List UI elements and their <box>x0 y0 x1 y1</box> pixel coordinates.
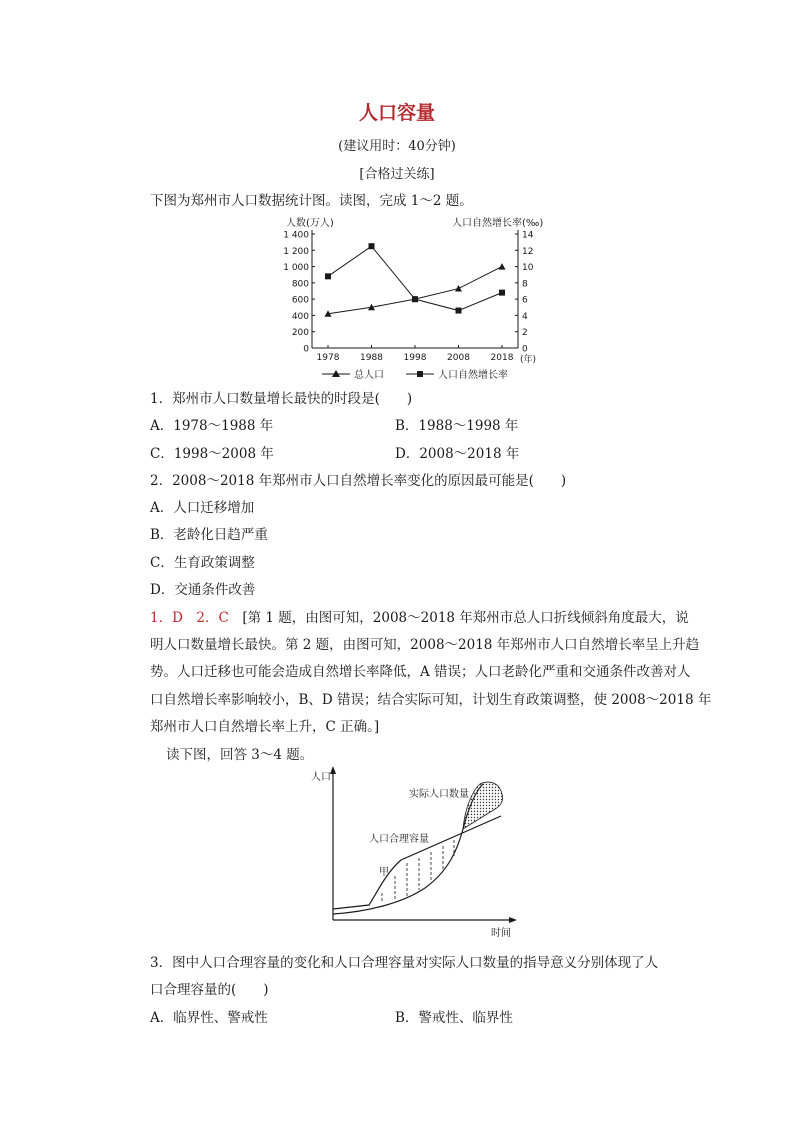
right-tick-label: 0 <box>522 344 528 355</box>
series-line-total-population <box>328 267 502 314</box>
left-tick-label: 400 <box>291 311 309 322</box>
question-2-option-d: D．交通条件改善 <box>150 582 256 598</box>
left-tick-label: 200 <box>291 328 309 339</box>
x-tick-label: 1978 <box>316 353 340 363</box>
intro-question-1-2: 下图为郑州市人口数据统计图。读图，完成 1～2 题。 <box>150 193 473 209</box>
legend-marker-square <box>417 371 423 377</box>
point-growth-rate <box>369 243 375 249</box>
suggested-time: (建议用时：40分钟) <box>338 139 456 154</box>
actual-population-curve <box>333 784 483 914</box>
legend-total-population: 总人口 <box>354 370 384 381</box>
question-2-option-b: B．老龄化日趋严重 <box>150 527 268 543</box>
x-tick-label: 1998 <box>403 353 427 363</box>
left-tick-label: 1 200 <box>283 246 309 257</box>
right-tick-label: 4 <box>522 311 528 322</box>
left-tick-label: 1 400 <box>283 230 309 241</box>
point-growth-rate <box>499 290 505 296</box>
left-tick-label: 0 <box>303 344 309 355</box>
question-1-stem: 1．郑州市人口数量增长最快的时段是( ) <box>150 391 413 407</box>
page-title: 人口容量 <box>358 102 435 124</box>
right-tick-label: 8 <box>522 279 528 290</box>
right-tick-label: 14 <box>522 230 534 241</box>
answer-explanation-1: [第 1 题，由图可知，2008～2018 年郑州市总人口折线倾斜角度最大，说 <box>228 610 689 626</box>
answer-line-4: 口自然增长率影响较小，B、D 错误；结合实际可知，计划生育政策调整，使 2008～2018 年 <box>150 692 712 708</box>
chart-legend <box>322 368 508 381</box>
x-axis-unit: (年) <box>520 355 537 365</box>
right-axis-label: 人口自然增长率(‰) <box>452 218 544 229</box>
left-axis-label: 人数(万人) <box>286 218 334 229</box>
left-tick-label: 800 <box>291 279 309 290</box>
section-label: [合格过关练] <box>359 167 435 182</box>
population-capacity-diagram <box>305 762 525 942</box>
intro-question-3-4: 读下图，回答 3～4 题。 <box>166 747 314 763</box>
question-1-option-a: A．1978～1988 年 <box>150 418 274 434</box>
right-tick-label: 12 <box>522 246 534 257</box>
question-3-option-b: B．警戒性、临界性 <box>395 1010 513 1026</box>
x-tick-label: 2008 <box>447 353 470 363</box>
question-1-option-d: D．2008～2018 年 <box>395 446 520 462</box>
point-total-population <box>499 263 506 270</box>
answer-line-2: 明人口数量增长最快。第 2 题，由图可知，2008～2018 年郑州市人口自然增长率呈上升趋 <box>150 637 700 653</box>
x-tick-label: 2018 <box>490 353 514 363</box>
question-2-option-c: C．生育政策调整 <box>150 555 255 571</box>
right-tick-label: 6 <box>522 295 528 306</box>
x-tick-label: 1988 <box>360 353 383 363</box>
population-chart <box>270 210 560 385</box>
point-growth-rate <box>325 273 331 279</box>
question-2-stem: 2．2008～2018 年郑州市人口自然增长率变化的原因最可能是( ) <box>150 473 567 489</box>
answer-key: 1．D 2．C <box>150 610 229 626</box>
point-total-population <box>455 285 462 292</box>
diagram-y-label: 人口 <box>311 772 331 783</box>
left-tick-label: 1 000 <box>283 263 309 274</box>
jia-label: 甲 <box>379 867 389 878</box>
chart-plot-area <box>283 230 533 363</box>
diagram-x-label: 时间 <box>491 928 511 939</box>
question-3-option-a: A．临界性、警戒性 <box>150 1010 268 1026</box>
capacity-curve <box>333 816 501 909</box>
legend-growth-rate: 人口自然增长率 <box>438 370 508 381</box>
capacity-label: 人口合理容量 <box>369 834 429 845</box>
left-tick-label: 600 <box>291 295 309 306</box>
answer-line-5: 郑州市人口自然增长率上升，C 正确。] <box>150 719 380 735</box>
right-tick-label: 10 <box>522 263 534 274</box>
answer-line-3: 势。人口迁移也可能会造成自然增长率降低，A 错误；人口老龄化严重和交通条件改善对人 <box>150 664 691 680</box>
point-growth-rate <box>456 308 462 314</box>
answer-line-1 <box>150 606 689 626</box>
question-3-stem-line-2: 口合理容量的( ) <box>150 982 269 998</box>
question-1-option-b: B．1988～1998 年 <box>395 418 519 434</box>
question-3-stem-line-1: 3．图中人口合理容量的变化和人口合理容量对实际人口数量的指导意义分别体现了人 <box>150 955 659 971</box>
actual-population-label: 实际人口数量 <box>409 789 469 800</box>
question-1-option-c: C．1998～2008 年 <box>150 446 274 462</box>
question-2-option-a: A．人口迁移增加 <box>150 500 255 516</box>
right-tick-label: 2 <box>522 328 528 339</box>
point-growth-rate <box>412 296 418 302</box>
